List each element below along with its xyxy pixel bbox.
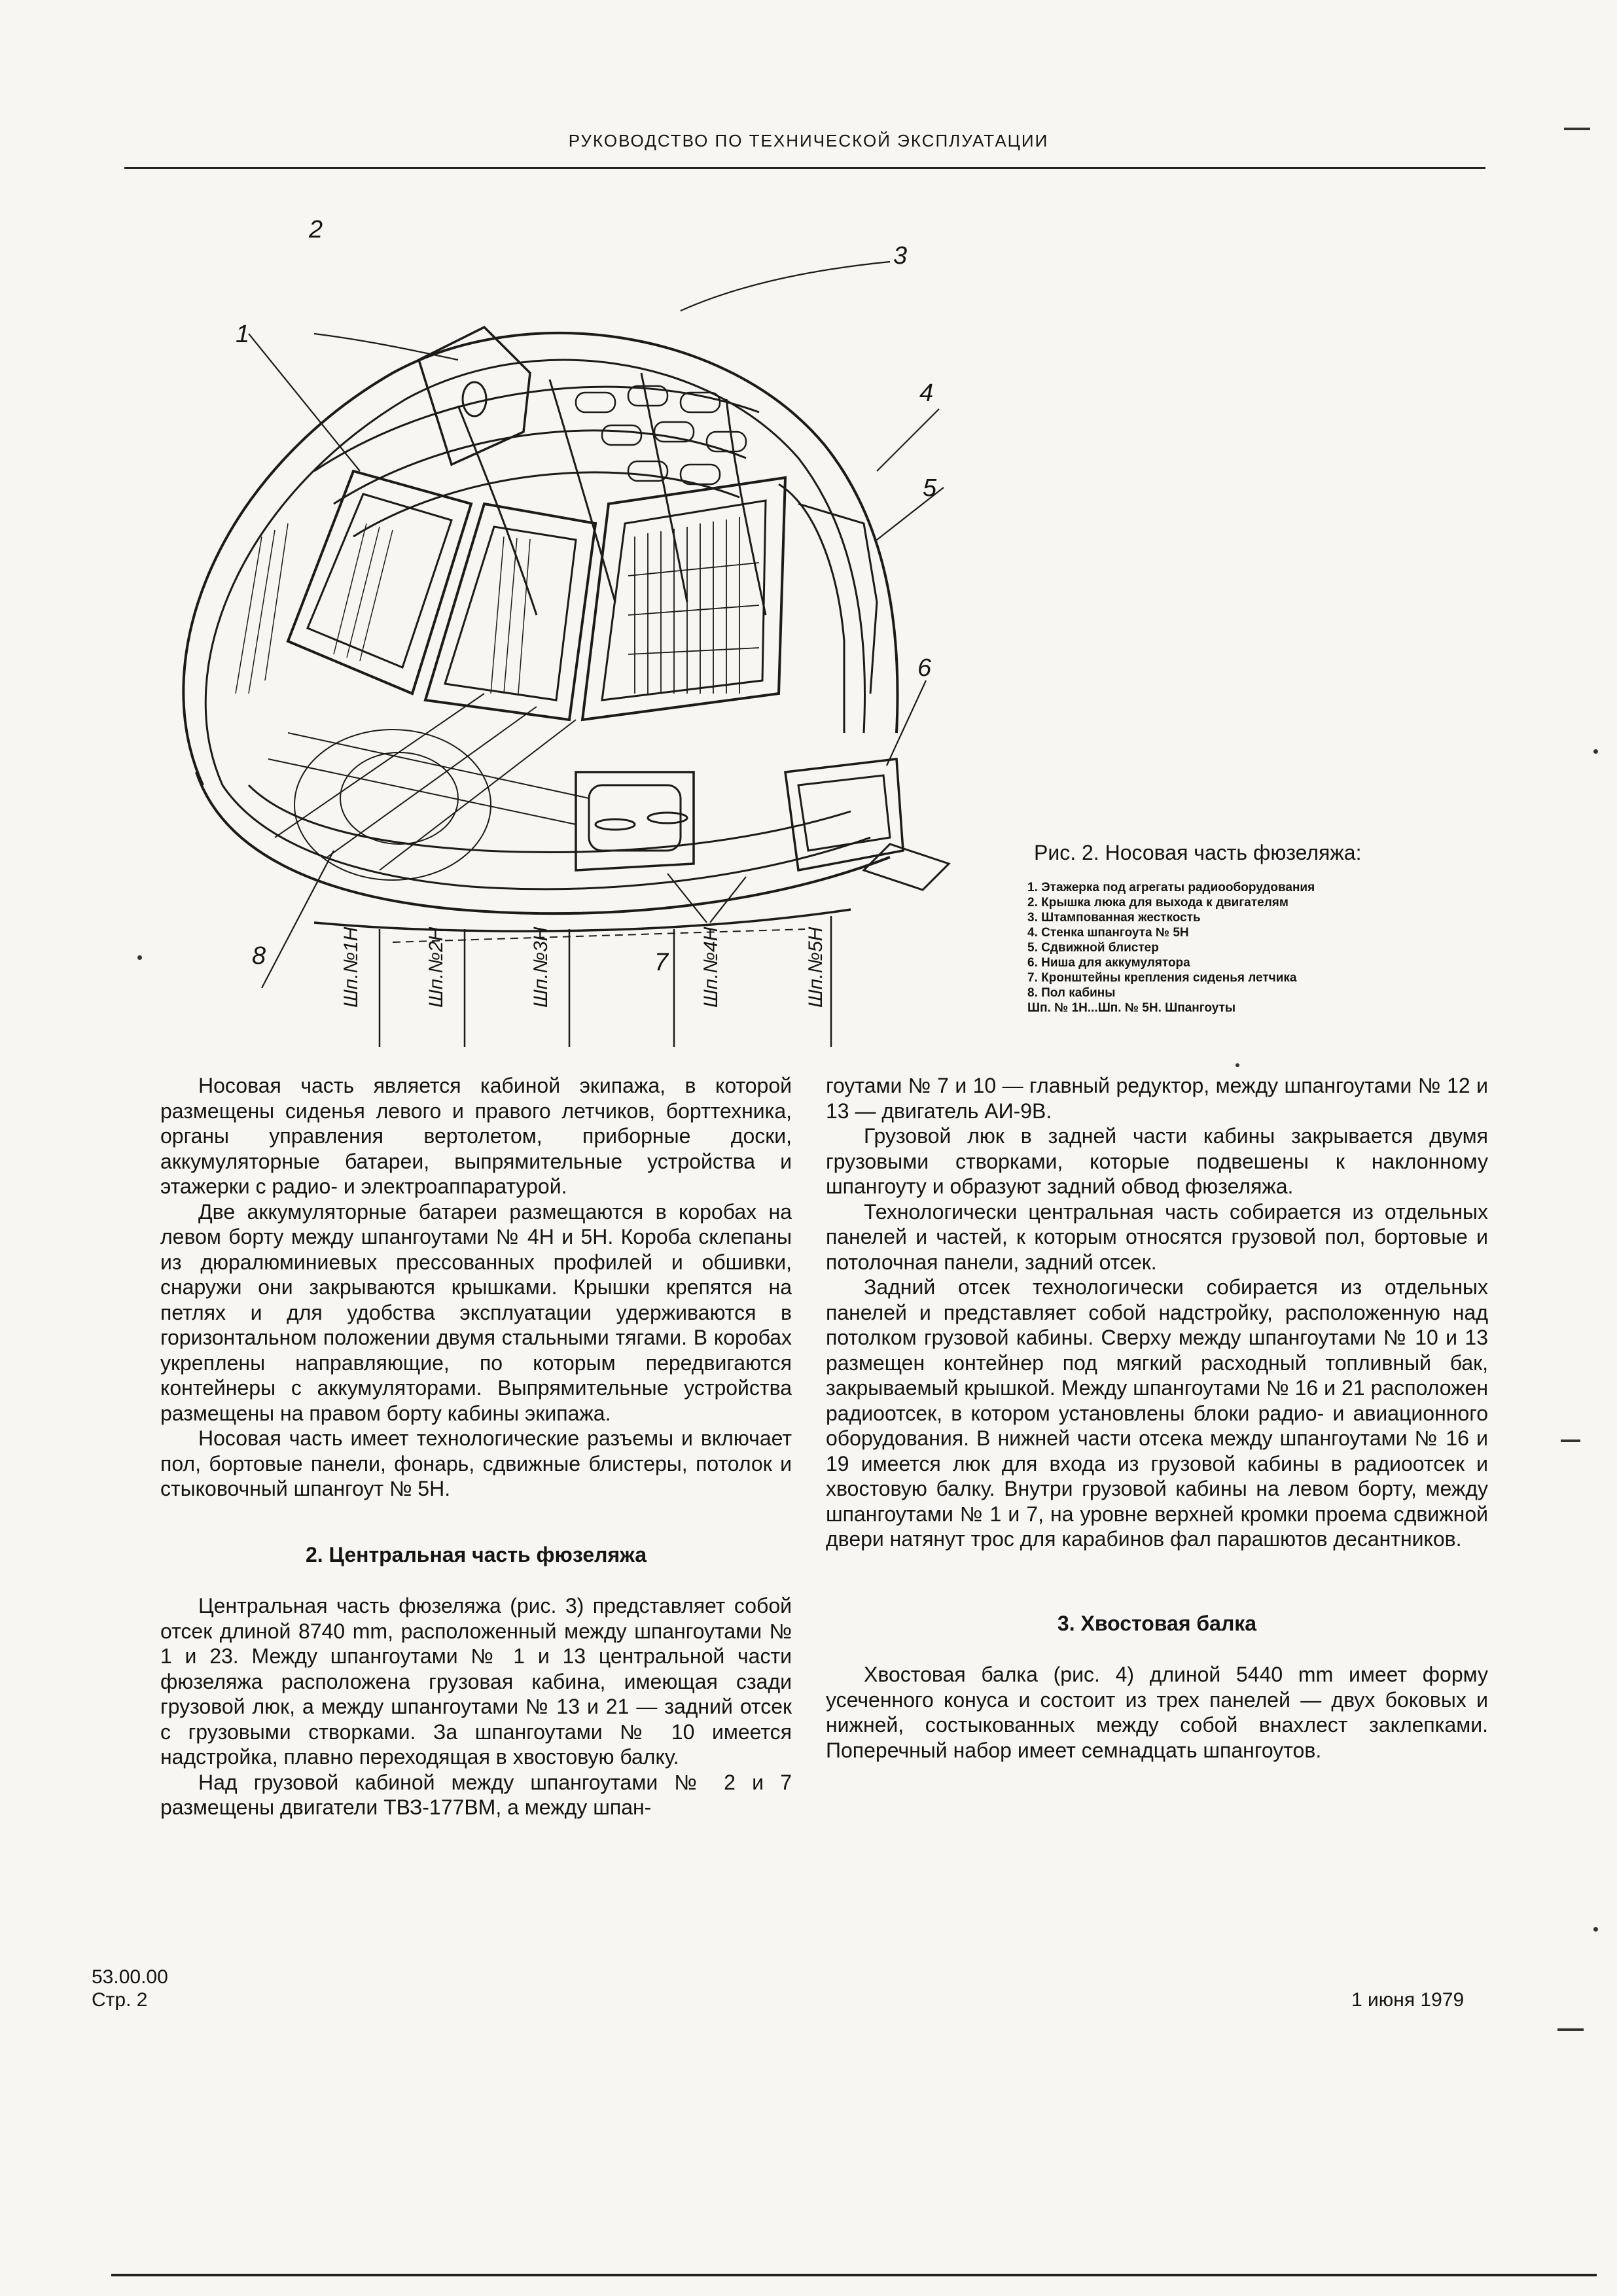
margin-mark xyxy=(1557,2028,1584,2031)
frame-label-5h: Шп.№5Н xyxy=(805,927,826,1008)
margin-mark xyxy=(1561,1439,1580,1442)
legend-item: 7. Кронштейны крепления сиденья летчика xyxy=(1027,971,1297,985)
callout-3: 3 xyxy=(893,242,908,270)
scan-speck xyxy=(137,955,142,960)
legend-item: 3. Штампованная жесткость xyxy=(1027,911,1201,925)
frame-label-4h: Шп.№4Н xyxy=(700,927,722,1008)
footer-doc-code: 53.00.00 xyxy=(92,1966,168,1988)
callout-7: 7 xyxy=(654,949,669,976)
legend-item: 1. Этажерка под агрегаты радиооборудования xyxy=(1027,881,1315,894)
legend-item: 2. Крышка люка для выхода к двигателям xyxy=(1027,896,1288,910)
scan-speck xyxy=(1235,1063,1239,1067)
paragraph: Технологически центральная часть собирается из отдельных панелей и частей, к которым относятся грузовой пол, бортовые и потолочная панели, задний отсек. xyxy=(826,1199,1488,1274)
paragraph: Центральная часть фюзеляжа (рис. 3) представляет собой отсек длиной 8740 mm, расположенный между шпангоутами № 1 и 23. Между шпангоутами № 1 и 13 центральной части фюзеляжа расположена грузовая кабина, имеющая сзади грузовой люк, а между шпангоутами № 13 и 21 — задний отсек с грузовыми створками. За шпангоутами № 10 имеется надстройка, плавно переходящая в хвостовую балку. xyxy=(160,1594,792,1769)
legend-item: 8. Пол кабины xyxy=(1027,986,1116,1000)
right-column xyxy=(826,1073,1488,1763)
legend-item: Шп. № 1Н...Шп. № 5Н. Шпангоуты xyxy=(1027,1001,1236,1015)
footer-page-number: Стр. 2 xyxy=(92,1989,148,2011)
paragraph: Носовая часть имеет технологические разъемы и включает пол, бортовые панели, фонарь, сдвижные блистеры, потолок и стыковочный шпангоут № 5Н. xyxy=(160,1426,792,1500)
nose-section-figure xyxy=(118,196,968,1060)
section-heading-central: 2. Центральная часть фюзеляжа xyxy=(305,1542,647,1566)
frame-label-3h: Шп.№3Н xyxy=(530,927,552,1008)
callout-1: 1 xyxy=(236,321,250,348)
paragraph: Две аккумуляторные батареи размещаются в коробах на левом борту между шпангоутами № 4Н и 5Н. Короба склепаны из дюралюминиевых прессованных профилей и обшивки, снаружи они закрываются крышками. Крышки крепятся на петлях и для удобства эксплуатации удерживаются в горизонтальном положении двумя стальными тягами. В коробах укреплены направляющие, по которым передвигаются контейнеры с аккумуляторами. Выпрямительные устройства размещены на правом борту кабины экипажа. xyxy=(160,1199,792,1425)
left-column xyxy=(160,1073,792,1820)
section-heading-tail-boom: 3. Хвостовая балка xyxy=(1057,1611,1257,1635)
footer-date: 1 июня 1979 xyxy=(1351,1989,1465,2011)
callout-6: 6 xyxy=(917,654,932,682)
figure-legend xyxy=(1027,880,1315,1016)
legend-item: 4. Стенка шпангоута № 5Н xyxy=(1027,926,1189,940)
callout-4: 4 xyxy=(919,380,934,407)
scan-speck xyxy=(1593,1927,1598,1932)
frame-label-2h: Шп.№2Н xyxy=(425,927,447,1008)
legend-item: 6. Ниша для аккумулятора xyxy=(1027,956,1190,970)
header-rule xyxy=(124,167,1485,169)
callout-8: 8 xyxy=(252,942,266,970)
page-edge-line xyxy=(111,2274,1597,2276)
paragraph: Грузовой люк в задней части кабины закрывается двумя грузовыми створками, которые подвешены к наклонному шпангоуту и образуют задний обвод фюзеляжа. xyxy=(826,1124,1488,1198)
margin-mark xyxy=(1564,128,1590,130)
paragraph: гоутами № 7 и 10 — главный редуктор, между шпангоутами № 12 и 13 — двигатель АИ-9В. xyxy=(826,1074,1488,1123)
paragraph: Задний отсек технологически собирается из отдельных панелей и представляет собой надстройку, расположенную над потолком грузовой кабины. Сверху между шпангоутами № 10 и 13 размещен контейнер под мягкий расходный топливный бак, закрываемый крышкой. Между шпангоутами № 16 и 21 расположен радиоотсек, в котором установлены блоки радио- и авиационного оборудования. В нижней части отсека между шпангоутами № 16 и 19 имеется люк для входа из грузовой кабины в радиоотсек и хвостовую балку. Внутри грузовой кабины на левом борту, между шпангоутами № 1 и 7, на уровне верхней кромки проема сдвижной двери натянут трос для карабинов фал парашютов десантников. xyxy=(826,1275,1488,1551)
legend-item: 5. Сдвижной блистер xyxy=(1027,941,1159,955)
callout-2: 2 xyxy=(309,216,323,243)
paragraph: Над грузовой кабиной между шпангоутами № 2 и 7 размещены двигатели ТВЗ-177ВМ, а между шпан- xyxy=(160,1770,792,1819)
running-header: РУКОВОДСТВО ПО ТЕХНИЧЕСКОЙ ЭКСПЛУАТАЦИИ xyxy=(568,131,1049,150)
figure-caption: Рис. 2. Носовая часть фюзеляжа: xyxy=(1034,841,1362,864)
callout-5: 5 xyxy=(923,474,937,502)
paragraph: Хвостовая балка (рис. 4) длиной 5440 mm имеет форму усеченного конуса и состоит из трех панелей — двух боковых и нижней, состыкованных между собой внахлест заклепками. Поперечный набор имеет семнадцать шпангоутов. xyxy=(826,1663,1488,1762)
paragraph: Носовая часть является кабиной экипажа, в которой размещены сиденья левого и правого летчиков, борттехника, органы управления вертолетом, приборные доски, аккумуляторные батареи, выпрямительные устройства и этажерки с радио- и электроаппаратурой. xyxy=(160,1074,792,1198)
frame-label-1h: Шп.№1Н xyxy=(340,927,362,1008)
scan-speck xyxy=(1593,749,1598,754)
